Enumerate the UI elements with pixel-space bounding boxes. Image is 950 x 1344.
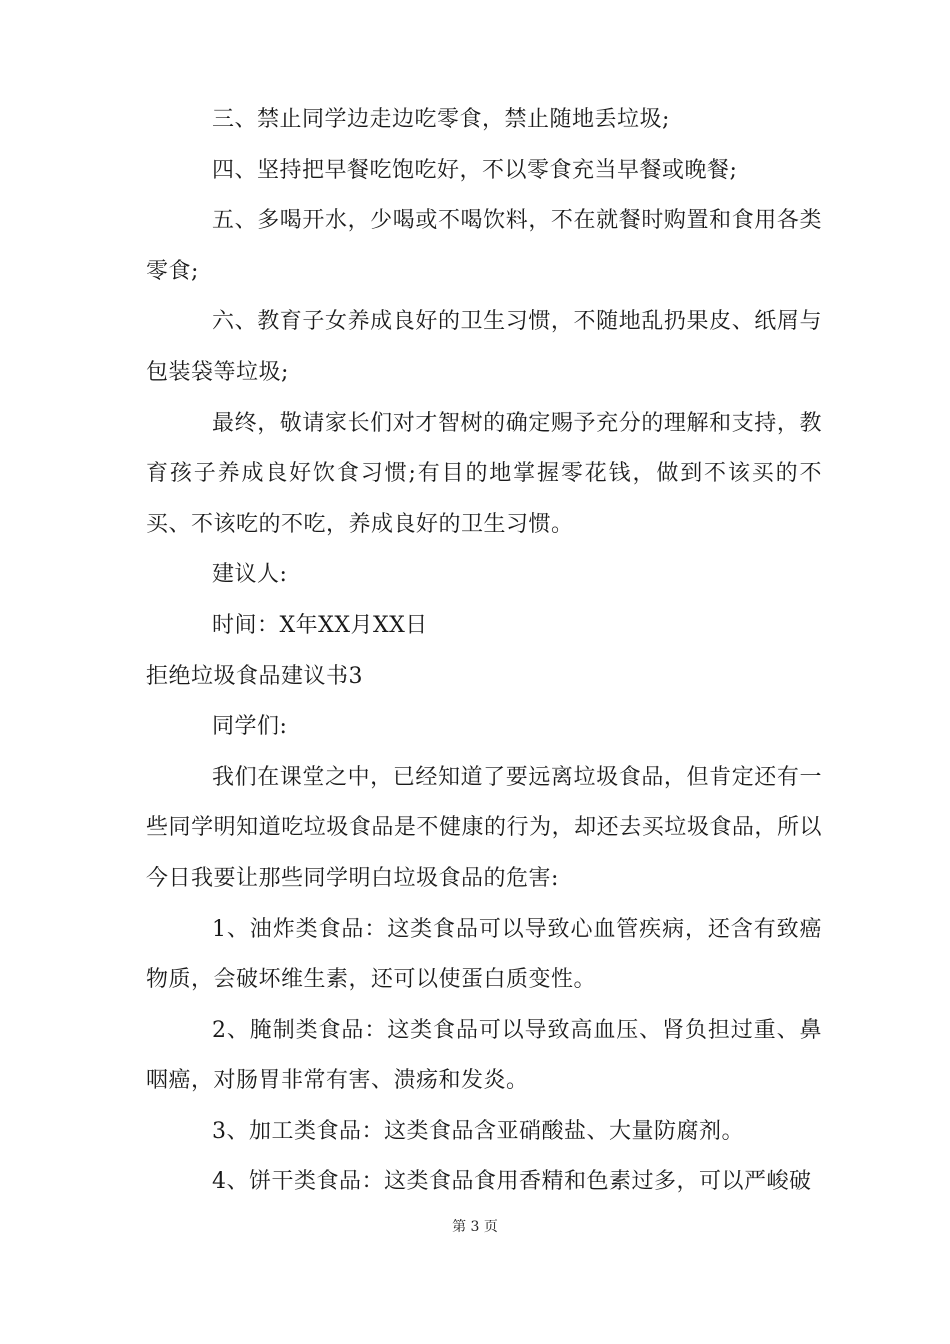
paragraph: 最终，敬请家长们对才智树的确定赐予充分的理解和支持，教育孩子养成良好饮食习惯;有目的地掌握零花钱，做到不该买的不买、不该吃的不吃，养成良好的卫生习惯。 (146, 410, 822, 537)
signature-label: 建议人: (212, 562, 288, 588)
section-title: 拒绝垃圾食品建议书3 (146, 663, 363, 689)
paragraph: 我们在课堂之中，已经知道了要远离垃圾食品，但肯定还有一些同学明知道吃垃圾食品是不健康的行为，却还去买垃圾食品，所以今日我要让那些同学明白垃圾食品的危害: (146, 764, 822, 891)
document-body (146, 95, 822, 1208)
paragraph: 六、教育子女养成良好的卫生习惯，不随地乱扔果皮、纸屑与包装袋等垃圾; (146, 309, 822, 385)
salutation: 同学们: (212, 714, 288, 740)
paragraph: 三、禁止同学边走边吃零食，禁止随地丢垃圾; (212, 107, 670, 132)
paragraph: 四、坚持把早餐吃饱吃好，不以零食充当早餐或晚餐; (212, 157, 738, 183)
list-item: 1、油炸类食品：这类食品可以导致心血管疾病，还含有致癌物质，会破坏维生素，还可以使蛋白质变性。 (146, 916, 822, 993)
list-item: 4、饼干类食品：这类食品食用香精和色素过多，可以严峻破 (212, 1169, 812, 1195)
list-item: 2、腌制类食品：这类食品可以导致高血压、肾负担过重、鼻咽癌，对肠胃非常有害、溃疡和发炎。 (146, 1017, 822, 1094)
paragraph: 五、多喝开水，少喝或不喝饮料，不在就餐时购置和食用各类零食; (146, 208, 822, 284)
page-number: 第 3 页 (452, 1219, 498, 1235)
date-line: 时间：X年XX月XX日 (212, 612, 428, 638)
list-item: 3、加工类食品：这类食品含亚硝酸盐、大量防腐剂。 (212, 1118, 744, 1144)
